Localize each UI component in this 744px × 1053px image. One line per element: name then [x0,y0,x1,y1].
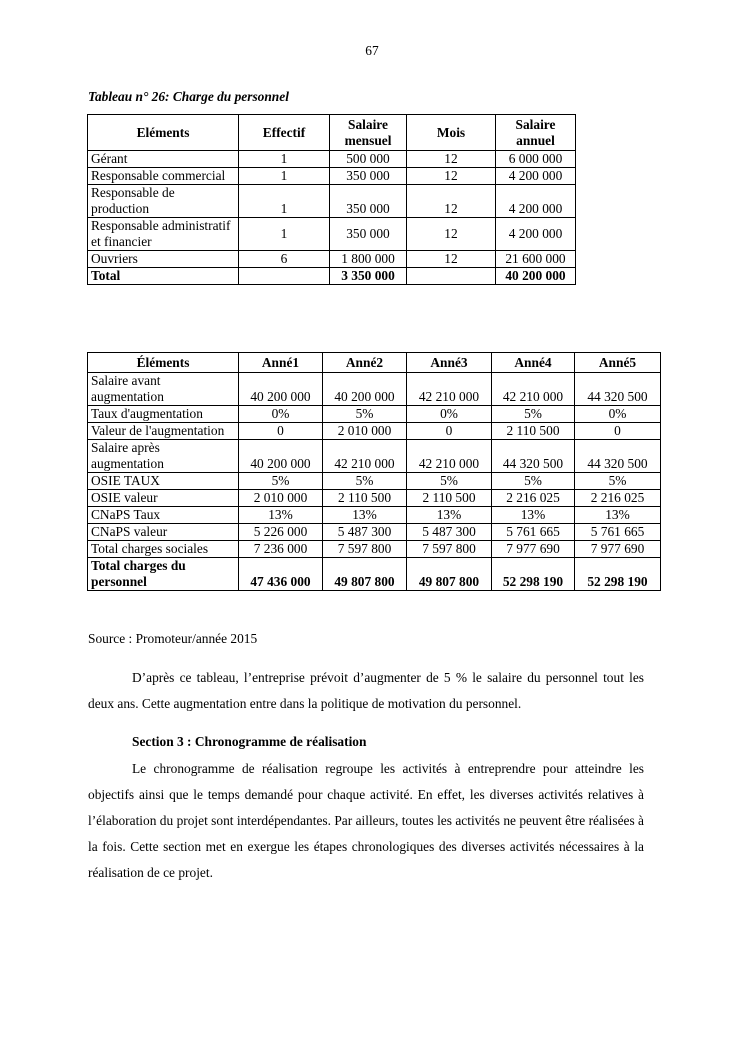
table-row [88,541,661,558]
table-row [88,168,576,185]
page-number: 67 [365,43,379,58]
cell-annee-5: 5% [575,473,661,490]
cell-mois: 12 [407,251,496,268]
cell-annee-3: 42 210 000 [407,373,492,406]
cell-annee-1: 40 200 000 [239,373,323,406]
table-row [88,524,661,541]
cell-annee-5: 44 320 500 [575,373,661,406]
table-total-row [88,558,661,591]
header-mois: Mois [407,115,496,151]
cell-annee-3: 0 [407,423,492,440]
cell-salaire-mensuel: 1 800 000 [330,251,407,268]
cell-salaire-annuel: 4 200 000 [496,218,576,251]
table-row [88,218,576,251]
header-annee-2: Anné2 [323,353,407,373]
personnel-cost-table [87,114,576,285]
header-salaire-mensuel: Salaire mensuel [330,115,407,151]
cell-element: Taux d'augmentation [88,406,239,423]
table-source: Source : Promoteur/année 2015 [88,631,258,646]
cell-annee-2: 49 807 800 [323,558,407,591]
cell-salaire-annuel: 21 600 000 [496,251,576,268]
table-row [88,490,661,507]
cell-element: Responsable administratif et financier [88,218,239,251]
cell-mois: 12 [407,218,496,251]
cell-annee-2: 5% [323,473,407,490]
table-row [88,507,661,524]
cell-element: OSIE TAUX [88,473,239,490]
cell-element: Ouvriers [88,251,239,268]
cell-annee-3: 5% [407,473,492,490]
cell-annee-5: 0 [575,423,661,440]
cell-effectif: 1 [239,185,330,218]
cell-annee-2: 5 487 300 [323,524,407,541]
cell-annee-4: 5 761 665 [492,524,575,541]
cell-salaire-annuel: 40 200 000 [496,268,576,285]
header-salaire-annuel: Salaire annuel [496,115,576,151]
table-row [88,251,576,268]
cell-element: Total charges du personnel [88,558,239,591]
cell-element: Gérant [88,151,239,168]
cell-salaire-annuel: 6 000 000 [496,151,576,168]
table-caption: Tableau n° 26: Charge du personnel [88,89,289,104]
cell-mois: 12 [407,168,496,185]
cell-annee-1: 5 226 000 [239,524,323,541]
cell-annee-5: 13% [575,507,661,524]
cell-annee-3: 2 110 500 [407,490,492,507]
cell-annee-3: 0% [407,406,492,423]
cell-element: CNaPS valeur [88,524,239,541]
cell-salaire-annuel: 4 200 000 [496,185,576,218]
cell-annee-4: 5% [492,406,575,423]
cell-element: Responsable de production [88,185,239,218]
cell-annee-2: 5% [323,406,407,423]
cell-element: Salaire avant augmentation [88,373,239,406]
cell-annee-5: 7 977 690 [575,541,661,558]
header-annee-5: Anné5 [575,353,661,373]
table-total-row [88,268,576,285]
cell-annee-1: 0 [239,423,323,440]
cell-effectif: 1 [239,218,330,251]
cell-annee-4: 2 110 500 [492,423,575,440]
cell-element: Total [88,268,239,285]
cell-annee-4: 44 320 500 [492,440,575,473]
cell-annee-4: 7 977 690 [492,541,575,558]
cell-element: Salaire après augmentation [88,440,239,473]
cell-annee-2: 42 210 000 [323,440,407,473]
cell-annee-2: 13% [323,507,407,524]
cell-annee-2: 2 010 000 [323,423,407,440]
cell-annee-1: 7 236 000 [239,541,323,558]
paragraph: Le chronogramme de réalisation regroupe les activités à entreprendre pour atteindre les objectifs ainsi que le temps demandé pour chaque activité. En effet, les diverses activités relatives à l’élaboration du projet sont interdépendantes. Par ailleurs, toutes les activités ne peuvent être réalisées à la fois. Cette section met en exergue les étapes chronologiques des diverses activités nécessaires à la réalisation de ce projet. [88,761,644,880]
cell-annee-4: 52 298 190 [492,558,575,591]
cell-annee-4: 42 210 000 [492,373,575,406]
cell-effectif [239,268,330,285]
cell-element: Responsable commercial [88,168,239,185]
cell-annee-2: 2 110 500 [323,490,407,507]
cell-annee-1: 2 010 000 [239,490,323,507]
header-annee-4: Anné4 [492,353,575,373]
cell-annee-3: 49 807 800 [407,558,492,591]
cell-annee-1: 13% [239,507,323,524]
cell-element: CNaPS Taux [88,507,239,524]
table-row [88,473,661,490]
header-effectif: Effectif [239,115,330,151]
cell-salaire-mensuel: 350 000 [330,168,407,185]
cell-effectif: 1 [239,151,330,168]
header-elements: Eléments [88,115,239,151]
header-annee-3: Anné3 [407,353,492,373]
cell-annee-3: 5 487 300 [407,524,492,541]
section-title: Section 3 : Chronogramme de réalisation [132,734,367,749]
cell-annee-3: 7 597 800 [407,541,492,558]
cell-effectif: 6 [239,251,330,268]
cell-element: Valeur de l'augmentation [88,423,239,440]
cell-annee-1: 5% [239,473,323,490]
cell-salaire-mensuel: 350 000 [330,185,407,218]
cell-annee-4: 2 216 025 [492,490,575,507]
cell-element: Total charges sociales [88,541,239,558]
cell-annee-5: 2 216 025 [575,490,661,507]
cell-annee-3: 42 210 000 [407,440,492,473]
cell-annee-1: 0% [239,406,323,423]
cell-mois: 12 [407,151,496,168]
salary-projection-table [87,352,661,591]
cell-annee-5: 44 320 500 [575,440,661,473]
cell-annee-5: 0% [575,406,661,423]
table-row [88,423,661,440]
cell-element: OSIE valeur [88,490,239,507]
cell-salaire-mensuel: 350 000 [330,218,407,251]
cell-mois: 12 [407,185,496,218]
cell-salaire-mensuel: 3 350 000 [330,268,407,285]
cell-annee-1: 40 200 000 [239,440,323,473]
table-row [88,373,661,406]
cell-annee-4: 13% [492,507,575,524]
table-row [88,440,661,473]
cell-salaire-mensuel: 500 000 [330,151,407,168]
table-row [88,406,661,423]
cell-mois [407,268,496,285]
header-annee-1: Anné1 [239,353,323,373]
table-row [88,185,576,218]
cell-salaire-annuel: 4 200 000 [496,168,576,185]
cell-annee-5: 52 298 190 [575,558,661,591]
cell-annee-4: 5% [492,473,575,490]
cell-annee-2: 7 597 800 [323,541,407,558]
table-row [88,151,576,168]
paragraph: D’après ce tableau, l’entreprise prévoit d’augmenter de 5 % le salaire du personnel tout les deux ans. Cette augmentation entre dans la politique de motivation du personnel. [88,670,644,711]
cell-annee-5: 5 761 665 [575,524,661,541]
cell-effectif: 1 [239,168,330,185]
cell-annee-1: 47 436 000 [239,558,323,591]
cell-annee-2: 40 200 000 [323,373,407,406]
header-elements: Éléments [88,353,239,373]
cell-annee-3: 13% [407,507,492,524]
